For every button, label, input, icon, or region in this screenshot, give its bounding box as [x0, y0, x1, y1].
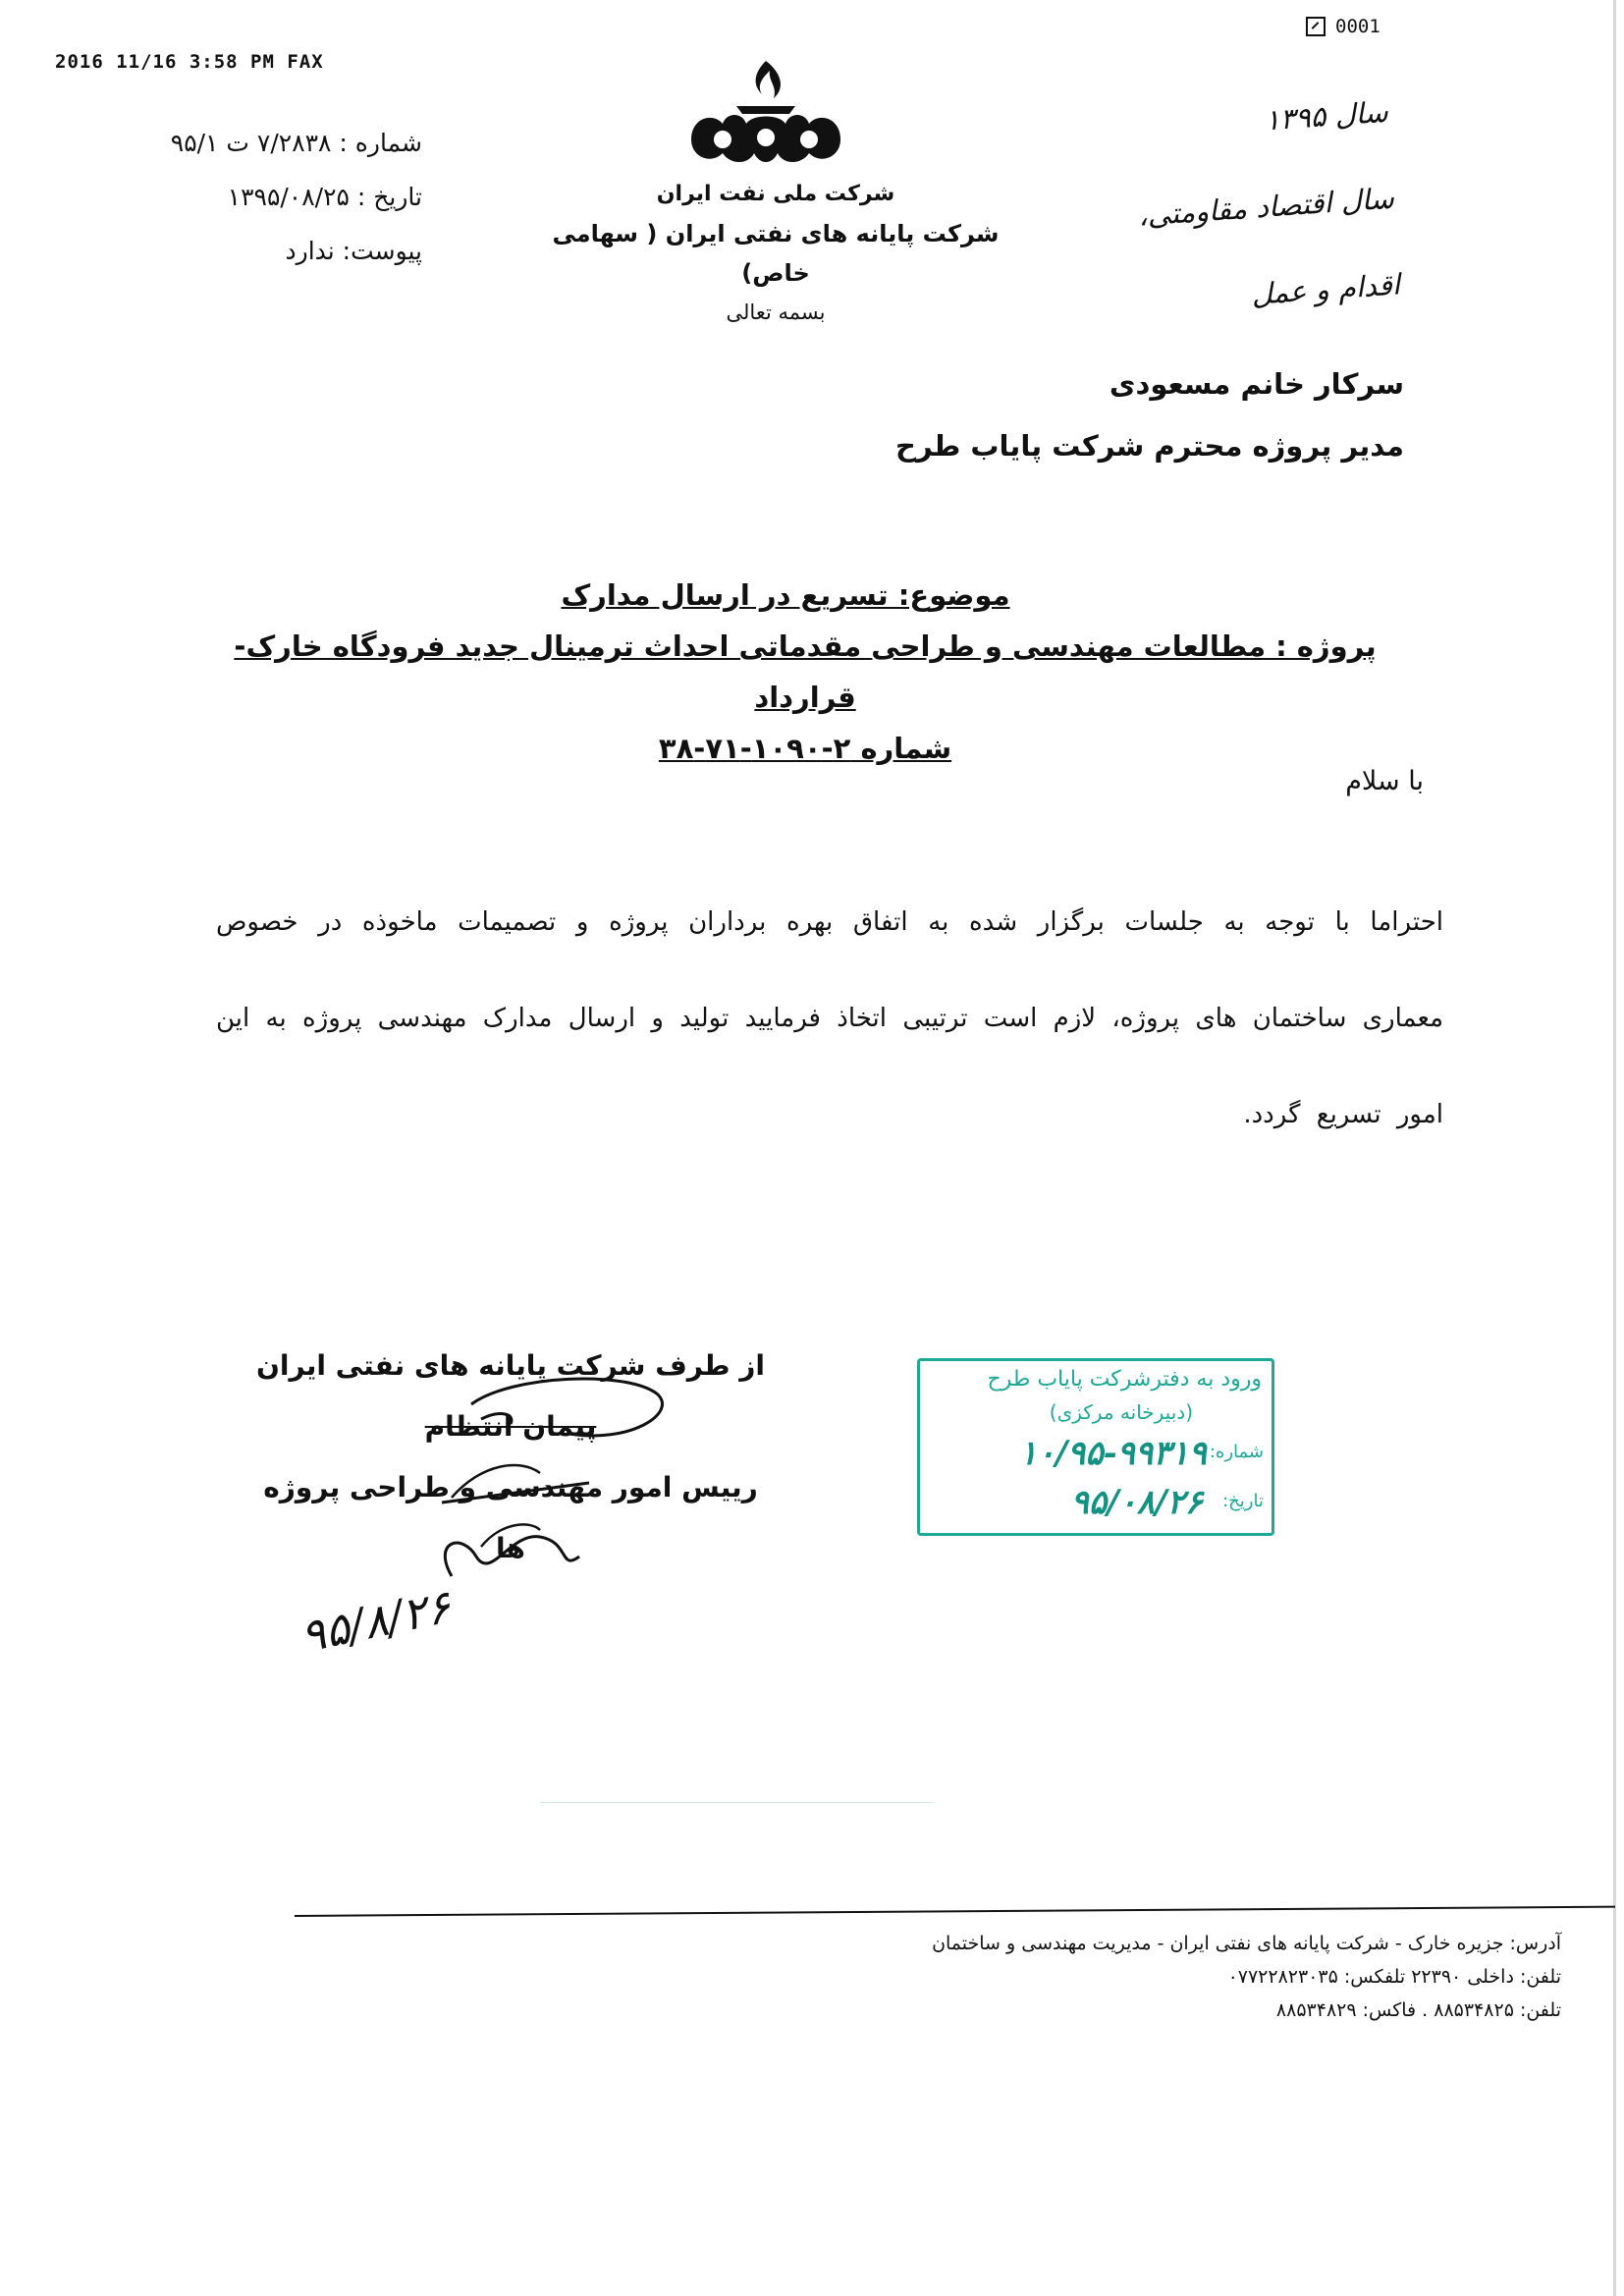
- footer-phone-internal: تلفن: داخلی ۲۲۳۹۰ تلفکس: ۰۷۷۲۲۸۲۳۰۳۵: [1227, 1966, 1561, 1988]
- checkbox-icon: [1306, 17, 1326, 36]
- footer-address: آدرس: جزیره خارک - شرکت پایانه های نفتی ایران - مدیریت مهندسی و ساختمان: [932, 1933, 1561, 1954]
- fax-page-number: [1306, 16, 1380, 37]
- signature-org: از طرف شرکت پایانه های نفتی ایران: [256, 1349, 765, 1382]
- year-slogan: [1091, 69, 1403, 348]
- contract-number: شماره ۲-۱۰۹۰-۷۱-۳۸: [658, 732, 952, 765]
- signatory-name: پیمان انتظام: [424, 1410, 597, 1443]
- slogan-year: سال ۱۳۹۵: [1263, 94, 1389, 137]
- subject-block: [216, 570, 1394, 774]
- stamp-date-label: تاریخ:: [1222, 1491, 1264, 1511]
- nioc-logo-icon: [668, 55, 864, 183]
- recipient-block: [785, 354, 1404, 477]
- letter-number: شماره : ۷/۲۸۳۸ ت ۹۵/۱: [170, 129, 422, 157]
- subject-line: موضوع: تسریع در ارسال مدارک: [561, 578, 1010, 612]
- footer-phone-fax: تلفن: ۸۸۵۳۴۸۲۵ . فاکس: ۸۸۵۳۴۸۲۹: [1275, 1999, 1561, 2021]
- letter-attachment: پیوست: ندارد: [285, 237, 422, 265]
- stamp-number-label: شماره:: [1209, 1442, 1264, 1462]
- page-number: 0001: [1335, 16, 1380, 37]
- letter-meta: [170, 116, 422, 278]
- fax-header: 2016 11/16 3:58 PM FAX: [55, 51, 324, 73]
- stamp-title: ورود به دفترشرکت پایاب طرح: [987, 1367, 1262, 1392]
- stamp-date: ۹۵/۰۸/۲۶: [1070, 1483, 1203, 1522]
- footer: [628, 1927, 1561, 2027]
- footer-divider: [295, 1906, 1615, 1917]
- letter-date: تاریخ : ۱۳۹۵/۰۸/۲۵: [227, 183, 422, 211]
- project-line: پروژه : مطالعات مهندسی و طراحی مقدماتی احداث ترمینال جدید فرودگاه خارک- قرارداد: [234, 629, 1377, 714]
- stamp-number: ۱۰/۹۵-۹۹۳۱۹: [1019, 1434, 1207, 1473]
- recipient-name: سرکار خانم مسعودی: [1109, 367, 1404, 401]
- slogan-motto: سال اقتصاد مقاومتی، اقدام و عمل: [1137, 181, 1401, 311]
- handwritten-date: ۹۵/۸/۲۶: [296, 1579, 456, 1664]
- handwritten-signature: [296, 1365, 805, 1679]
- recipient-title: مدیر پروژه محترم شرکت پایاب طرح: [895, 429, 1404, 463]
- org-parent-name: شرکت ملی نفت ایران: [656, 182, 895, 206]
- org-name: شرکت پایانه های نفتی ایران ( سهامی خاص): [552, 220, 1000, 287]
- page-edge-shadow: [1613, 0, 1616, 2296]
- letter-body: احتراما با توجه به جلسات برگزار شده به اتفاق بهره برداران پروژه و تصمیمات ماخوذه در خصوص معماری ساختمان های پروژه، لازم است ترتیبی اتخاذ فرمایید تولید و ارسال مدارک مهندسی پروژه به این امور تسریع گردد.: [216, 907, 1443, 1129]
- received-stamp: [917, 1358, 1274, 1536]
- greeting: با سلام: [1345, 766, 1424, 796]
- signatory-title: رییس امور مهندسی و طراحی پروژه ها: [263, 1471, 758, 1564]
- invocation: بسمه تعالی: [726, 301, 826, 324]
- organization-block: [530, 175, 1021, 332]
- stamp-subtitle: (دبیرخانه مرکزی): [1049, 1400, 1193, 1424]
- divider: [540, 1802, 933, 1803]
